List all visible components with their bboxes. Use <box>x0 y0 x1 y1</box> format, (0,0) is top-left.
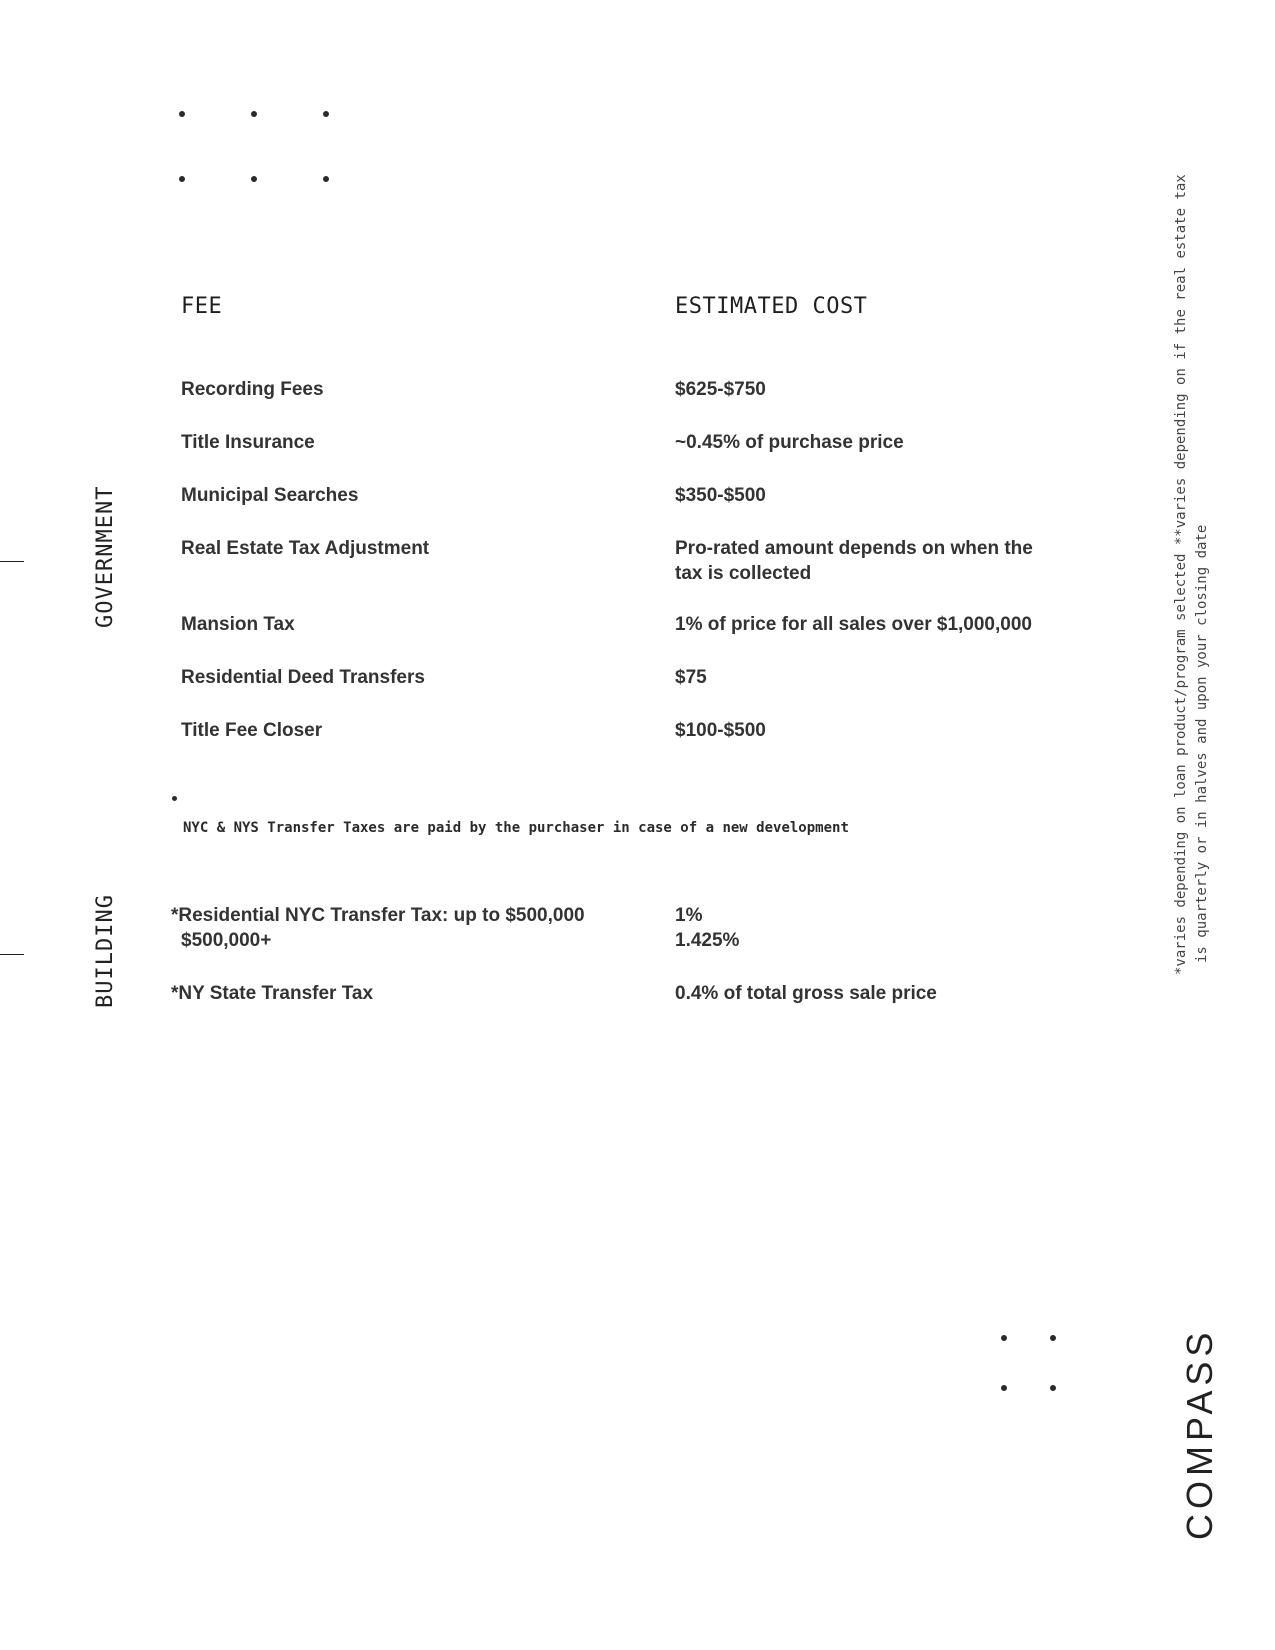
transfer-tax-note: NYC & NYS Transfer Taxes are paid by the purchaser in case of a new development <box>183 820 849 836</box>
fee-name-line: $500,000+ <box>181 930 272 951</box>
decorative-dot <box>1001 1335 1007 1341</box>
fee-name: Title Fee Closer <box>181 720 323 741</box>
fee-name-line: *Residential NYC Transfer Tax: up to $500,000 <box>171 905 585 926</box>
fee-name: Title Insurance <box>181 432 315 453</box>
decorative-dot <box>323 176 329 182</box>
fee-name: *NY State Transfer Tax <box>171 983 374 1004</box>
footnote <box>1171 174 1213 975</box>
fee-cost <box>675 903 1095 953</box>
section-divider <box>0 954 24 955</box>
fee-name: Recording Fees <box>181 379 324 400</box>
fee-name: Mansion Tax <box>181 614 295 635</box>
fee-column-header: FEE <box>181 294 223 319</box>
fee-name: Real Estate Tax Adjustment <box>181 538 430 559</box>
decorative-dot <box>1001 1385 1007 1391</box>
fee-cost: $75 <box>675 667 707 688</box>
decorative-dot <box>179 176 185 182</box>
compass-logo: COMPASS <box>1179 1327 1220 1540</box>
cost-column-header: ESTIMATED COST <box>675 294 868 319</box>
fee-cost: $625-$750 <box>675 379 766 400</box>
fee-name <box>171 903 651 953</box>
fee-cost: Pro-rated amount depends on when the tax is collected <box>675 538 1033 584</box>
decorative-dot <box>251 176 257 182</box>
fee-cost: $350-$500 <box>675 485 766 506</box>
fee-name: Residential Deed Transfers <box>181 667 425 688</box>
fee-cost: $100-$500 <box>675 720 766 741</box>
decorative-dot <box>1050 1335 1056 1341</box>
decorative-dot <box>179 111 185 117</box>
fee-cost-line: 1% <box>675 905 703 926</box>
decorative-dot <box>1050 1385 1056 1391</box>
bullet-dot <box>172 796 177 801</box>
section-label-government: GOVERNMENT <box>93 485 118 628</box>
fee-cost-line: 1.425% <box>675 930 740 951</box>
decorative-dot <box>251 111 257 117</box>
section-label-building: BUILDING <box>93 894 118 1008</box>
footnote-line: *varies depending on loan product/program selected **varies depending on if the real estate tax <box>1173 174 1189 975</box>
fee-cost: 1% of price for all sales over $1,000,000 <box>675 614 1032 635</box>
fee-cost: ~0.45% of purchase price <box>675 432 904 453</box>
fee-name: Municipal Searches <box>181 485 359 506</box>
decorative-dot <box>323 111 329 117</box>
footnote-line: is quarterly or in halves and upon your closing date <box>1194 524 1210 963</box>
section-divider <box>0 561 24 562</box>
fee-cost: 0.4% of total gross sale price <box>675 983 937 1004</box>
